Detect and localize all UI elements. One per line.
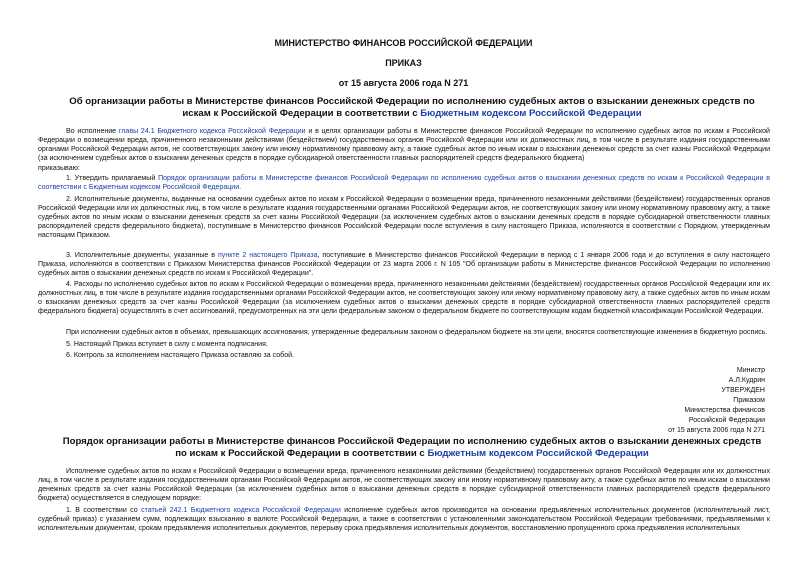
preamble-text-a: Во исполнение <box>66 128 119 135</box>
approval-line-4: Российской Федерации <box>688 417 765 424</box>
item-1 <box>38 174 770 192</box>
approval-line-5: от 15 августа 2006 года N 271 <box>668 427 765 434</box>
preamble-paragraph <box>38 127 770 163</box>
chapter-24-1-link[interactable]: главы 24.1 Бюджетного кодекса Российской Федерации <box>118 128 306 135</box>
procedure-p2-text-b: исполнение судебных актов производится на основании предъявленных исполнительных документов (исполнительный лист, судебный приказ) с указанием сумм, подлежащих взысканию в валюте Российской Федерации, а также в соответствии с установленными законодательством Российской Федерации требованиями, предъявляемыми к исполнительным документам, срокам предъявления исполнительных документов, перерыву срока предъявления исполнительных документов, восстановлению пропущенного срока предъявления исполнительных <box>38 507 770 533</box>
budget-code-procedure-link[interactable]: Бюджетным кодексом Российской Федерации <box>427 448 649 459</box>
article-242-1-link[interactable]: статьей 242.1 Бюджетного кодекса Российской Федерации <box>141 507 341 514</box>
item-3-text-b: , поступившие в Министерство финансов Российской Федерации в период с 1 января 2006 года и до вступления в силу настоящего Приказа, исполняются в соответствии с Приказом Министерства финансов Российской Федерации от 23 марта 2006 г. N 105 "Об организации работы в Министерстве финансов Российской Федерации по исполнению судебных актов о взыскании денежных средств по искам к Российской Федерации". <box>38 252 771 278</box>
procedure-title-text: Порядок организации работы в Министерстве финансов Российской Федерации по исполнению судебных актов о взыскании денежных средств по искам к Российской Федерации в соответствии с <box>62 436 762 459</box>
item-3-text-a: 3. Исполнительные документы, указанные в <box>66 252 218 259</box>
signature-position: Министр <box>736 367 765 374</box>
procedure-p2-text-a: 1. В соответствии со <box>66 507 142 514</box>
order-word: приказываю: <box>38 165 80 172</box>
procedure-paragraph-1: Исполнение судебных актов по искам к Российской Федерации о возмещении вреда, причиненного незаконными действиями (бездействием) государственных органов Российской Федерации или их должностных лиц, в том числе в результате издания государственными органами Российской Федерации актов, не соответствующих закону или иному нормативному правовому акту, а также судебных актов по иным искам о взыскании денежных средств за счет казны Российской Федерации (за исключением судебных актов о взыскании денежных средств в порядке субсидиарной ответственности главных распорядителей средств федерального бюджета) осуществляется в следующем порядке: <box>38 468 770 503</box>
document-title-text: Об организации работы в Министерстве финансов Российской Федерации по исполнению судебных актов о взыскании денежных средств по искам к Российской Федерации в соответствии с <box>69 96 755 119</box>
item-1-text-a: 1. Утвердить прилагаемый <box>66 175 159 182</box>
signature-name: А.Л.Кудрин <box>728 377 765 384</box>
item-6: 6. Контроль за исполнением настоящего Приказа оставляю за собой. <box>66 352 295 359</box>
preamble-text-b: и в целях организации работы в Министерстве финансов Российской Федерации по исполнению судебных актов по искам к Российской Федерации о возмещении вреда, причиненного незаконными действиями (бездействием) государственных органов Российской Федерации или их должностных лиц, в том числе в результате издания государственными органами Российской Федерации актов, не соответствующих закону или иному нормативному правовому акту, а также судебных актов по иным искам о взыскании денежных средств за счет казны Российской Федерации (за исключением судебных актов о взыскании денежных средств в порядке субсидиарной ответственности главных распорядителей средств федерального бюджета) <box>38 128 770 163</box>
item-1-text-b: . <box>239 184 242 192</box>
doc-type-heading: ПРИКАЗ <box>385 58 422 68</box>
paragraph-2-link[interactable]: пункте 2 настоящего Приказа <box>217 252 318 259</box>
procedure-paragraph-2 <box>38 506 770 533</box>
item-3 <box>38 251 770 278</box>
approval-line-3: Министерства финансов <box>684 407 765 414</box>
item-4-continuation: При исполнении судебных актов в объемах, превышающих ассигнования, утвержденные федеральным законом о федеральном бюджете на эти цели, вносятся соответствующие изменения в бюджетную роспись. <box>66 329 768 336</box>
document-title <box>56 96 768 120</box>
ministry-heading: МИНИСТЕРСТВО ФИНАНСОВ РОССИЙСКОЙ ФЕДЕРАЦИИ <box>274 38 533 48</box>
item-5: 5. Настоящий Приказ вступает в силу с момента подписания. <box>66 341 268 348</box>
date-number: от 15 августа 2006 года N 271 <box>338 78 469 88</box>
budget-code-title-link[interactable]: Бюджетным кодексом Российской Федерации <box>420 108 642 119</box>
approval-line-2: Приказом <box>733 397 765 404</box>
procedure-title <box>56 436 768 460</box>
item-4: 4. Расходы по исполнению судебных актов по искам к Российской Федерации о возмещении вреда, причиненного незаконными действиями (бездействием) государственных органов Российской Федерации или их должностных лиц, в том числе в результате издания государственными органами Российской Федерации актов, не соответствующих закону или иному нормативному правовому акту, а также судебных актов по иным искам о взыскании денежных средств за счет казны Российской Федерации (за исключением судебных актов о взыскании денежных средств в порядке субсидиарной ответственности главных распорядителей средств федерального бюджета) осуществлять в счет ассигнований, предусмотренных на эти цели федеральным законом о федеральном бюджете по соответствующим кодам бюджетной классификации Российской Федерации. <box>38 281 770 316</box>
procedure-link[interactable]: Порядок организации работы в Министерстве финансов Российской Федерации по исполнению судебных актов о взыскании денежных средств по искам к Российской Федерации в соответствии с Бюджетным кодексом Российской Федерации <box>38 175 770 192</box>
item-2: 2. Исполнительные документы, выданные на основании судебных актов по искам к Российской Федерации о возмещении вреда, причиненного незаконными действиями (бездействием) государственных органов Российской Федерации или их должностных лиц, в том числе в результате издания государственными органами Российской Федерации актов, не соответствующих закону или иному нормативному правовому акту, а также судебных актов по иным искам о взыскании денежных средств за счет казны Российской Федерации (за исключением судебных актов о взыскании денежных средств в порядке субсидиарной ответственности главных распорядителей средств федерального бюджета), поступившие в Министерство финансов Российской Федерации после вступления в силу настоящего Приказа, исполняются в соответствии с Порядком, утвержденным настоящим Приказом. <box>38 196 770 240</box>
approval-line-1: УТВЕРЖДЕН <box>721 387 765 394</box>
